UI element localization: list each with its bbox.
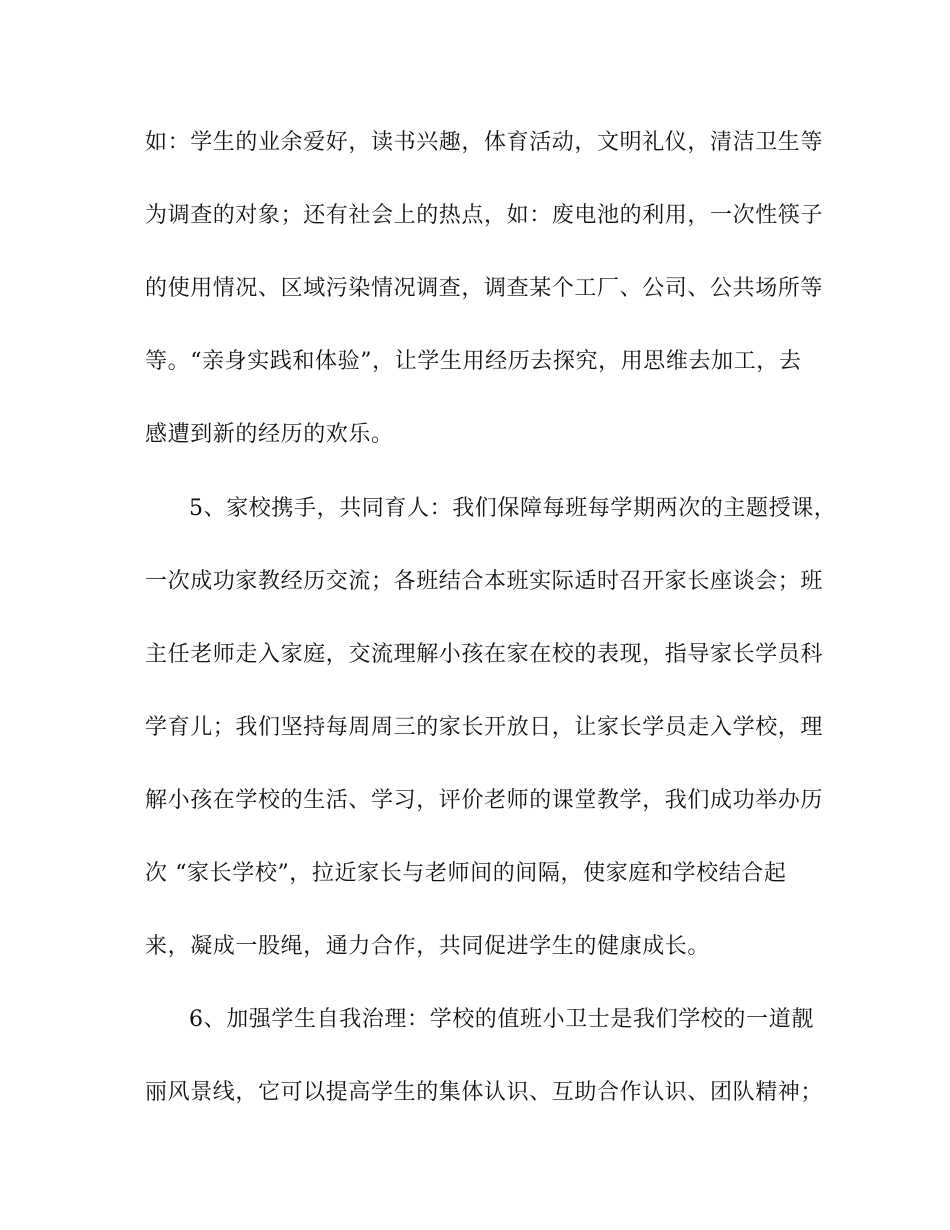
text-line: 感遭到新的经历的欢乐。	[145, 422, 394, 447]
text-line: 主任老师走入家庭，交流理解小孩在家在校的表现，指导家长学员科	[145, 642, 824, 667]
text-line: 学育儿；我们坚持每周周三的家长开放日，让家长学员走入学校，理	[145, 715, 824, 740]
text-line: 丽风景线，它可以提高学生的集体认识、互助合作认识、团队精神；	[145, 1080, 824, 1105]
text-line: 的使用情况、区域污染情况调查，调查某个工厂、公司、公共场所等	[145, 276, 824, 301]
text-line: 解小孩在学校的生活、学习，评价老师的课堂教学，我们成功举办历	[145, 788, 824, 813]
text-line: 次 “家长学校”，拉近家长与老师间的间隔，使家庭和学校结合起	[145, 861, 787, 886]
text-line: 来，凝成一股绳，通力合作，共同促进学生的健康成长。	[145, 934, 711, 959]
text-line: 如：学生的业余爱好，读书兴趣，体育活动，文明礼仪，清洁卫生等	[145, 130, 824, 155]
text-line: 一次成功家教经历交流；各班结合本班实际适时召开家长座谈会；班	[145, 569, 824, 594]
paragraph-6-first-line: 6、加强学生自我治理：学校的值班小卫士是我们学校的一道靓	[189, 1007, 814, 1032]
text-line: 为调查的对象；还有社会上的热点，如：废电池的利用，一次性筷子	[145, 203, 824, 228]
text-line: 等。“亲身实践和体验”，让学生用经历去探究，用思维去加工，去	[145, 349, 802, 374]
paragraph-5-first-line: 5、家校携手，共同育人：我们保障每班每学期两次的主题授课，	[189, 496, 837, 521]
